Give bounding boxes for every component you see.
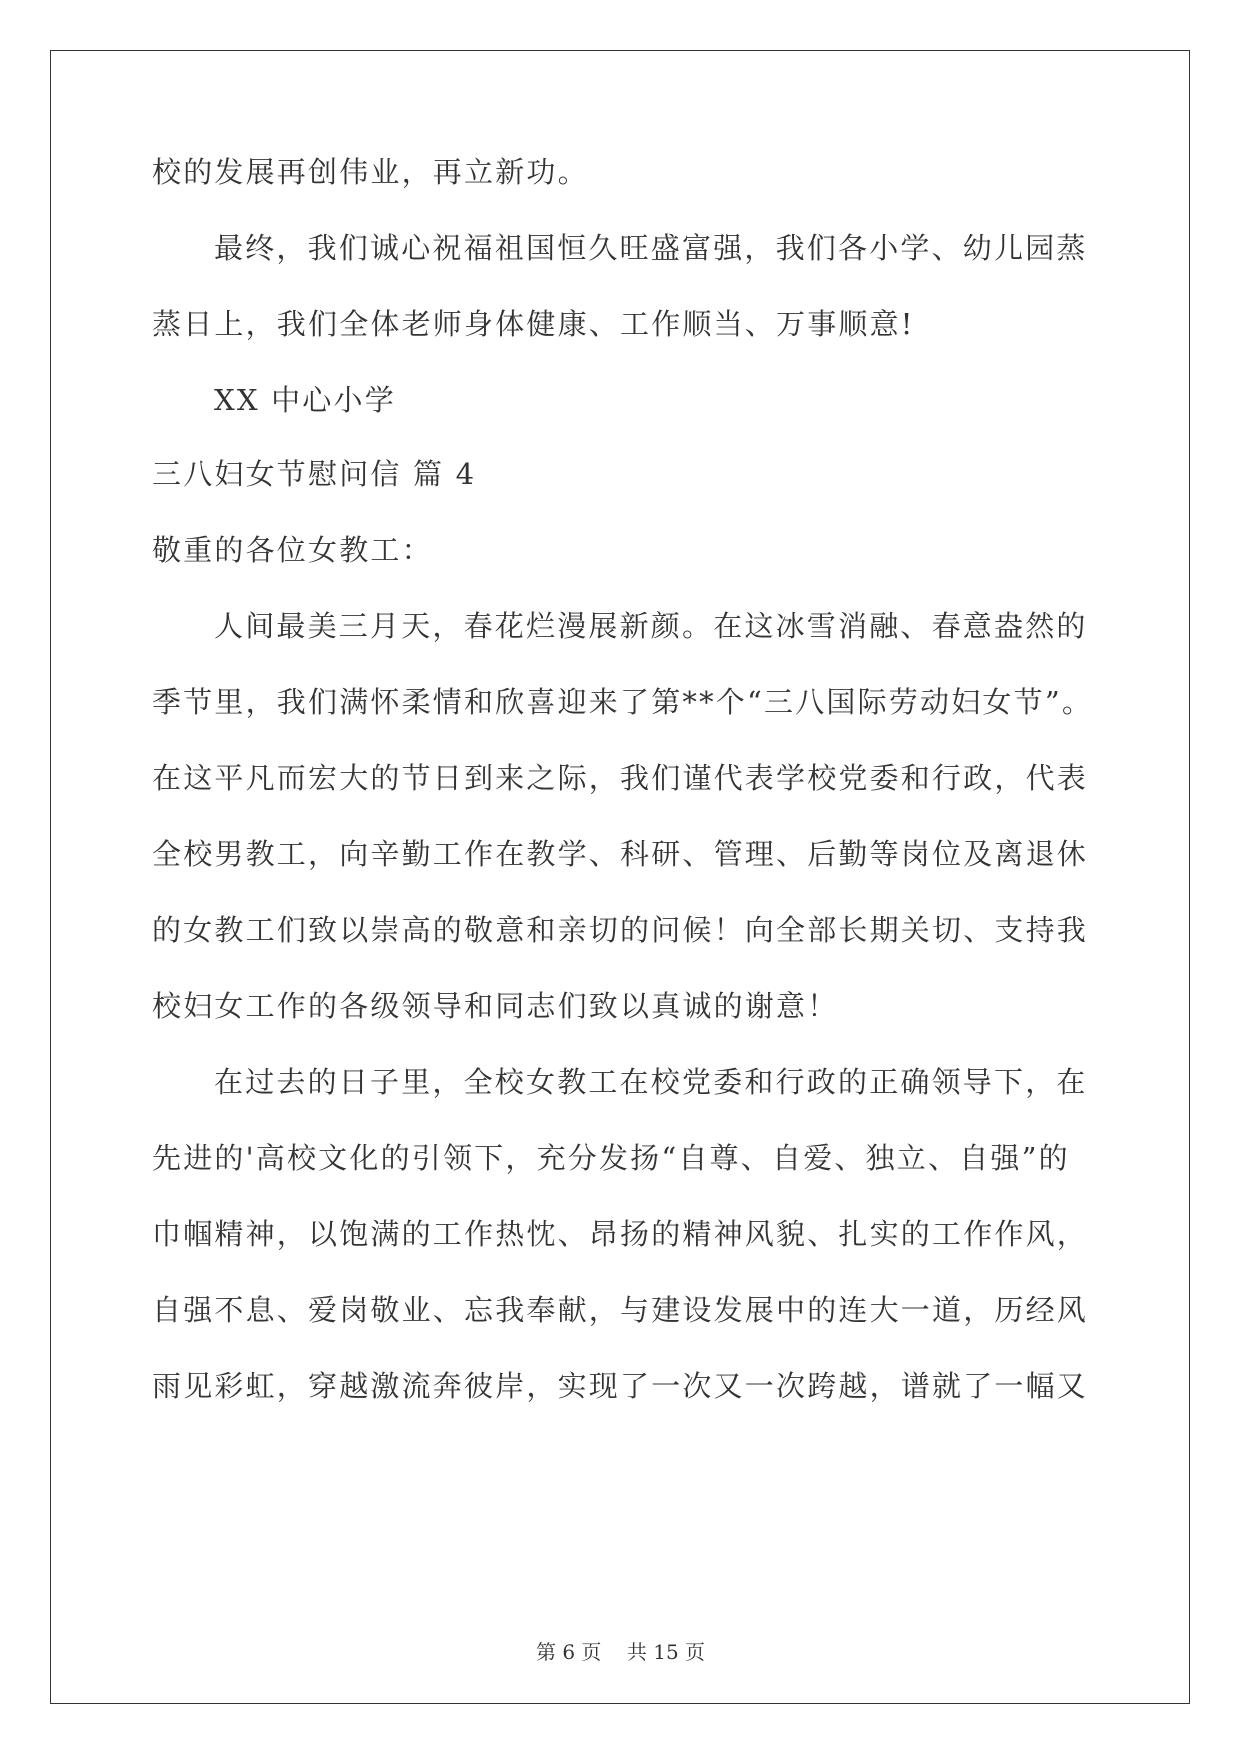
page-total: 共 15 页 <box>626 1640 706 1664</box>
text-line-1: 校的发展再创伟业，再立新功。 <box>152 155 589 189</box>
text-line-17: 雨见彩虹，穿越激流奔彼岸，实现了一次又一次跨越，谱就了一幅又 <box>152 1369 1089 1403</box>
text-line-3: 蒸日上，我们全体老师身体健康、工作顺当、万事顺意! <box>152 307 915 341</box>
page-number: 第 6 页 <box>535 1640 602 1664</box>
text-line-7: 人间最美三月天，春花烂漫展新颜。在这冰雪消融、春意盎然的 <box>214 609 1088 643</box>
page-border <box>50 50 1190 1704</box>
text-line-13: 在过去的日子里，全校女教工在校党委和行政的正确领导下，在 <box>214 1065 1088 1099</box>
text-line-9: 在这平凡而宏大的节日到来之际，我们谨代表学校党委和行政，代表 <box>152 761 1089 795</box>
text-line-2: 最终，我们诚心祝福祖国恒久旺盛富强，我们各小学、幼儿园蒸 <box>214 231 1088 265</box>
text-line-15: 巾帼精神，以饱满的工作热忱、昂扬的精神风貌、扎实的工作作风， <box>152 1217 1089 1251</box>
text-line-12: 校妇女工作的各级领导和同志们致以真诚的谢意！ <box>152 989 839 1023</box>
text-line-11: 的女教工们致以崇高的敬意和亲切的问候！向全部长期关切、支持我 <box>152 913 1089 947</box>
text-line-10: 全校男教工，向辛勤工作在教学、科研、管理、后勤等岗位及离退休 <box>152 837 1089 871</box>
section-heading: 三八妇女节慰问信 篇 4 <box>152 457 477 491</box>
text-line-8: 季节里，我们满怀柔情和欣喜迎来了第**个“三八国际劳动妇女节”。 <box>152 685 1094 719</box>
text-line-14: 先进的'高校文化的引领下，充分发扬“自尊、自爱、独立、自强”的 <box>152 1141 1070 1175</box>
signature-line: XX 中心小学 <box>214 383 396 417</box>
page-footer <box>0 1638 1241 1666</box>
text-line-16: 自强不息、爱岗敬业、忘我奉献，与建设发展中的连大一道，历经风 <box>152 1293 1089 1327</box>
salutation-line: 敬重的各位女教工： <box>152 533 433 567</box>
